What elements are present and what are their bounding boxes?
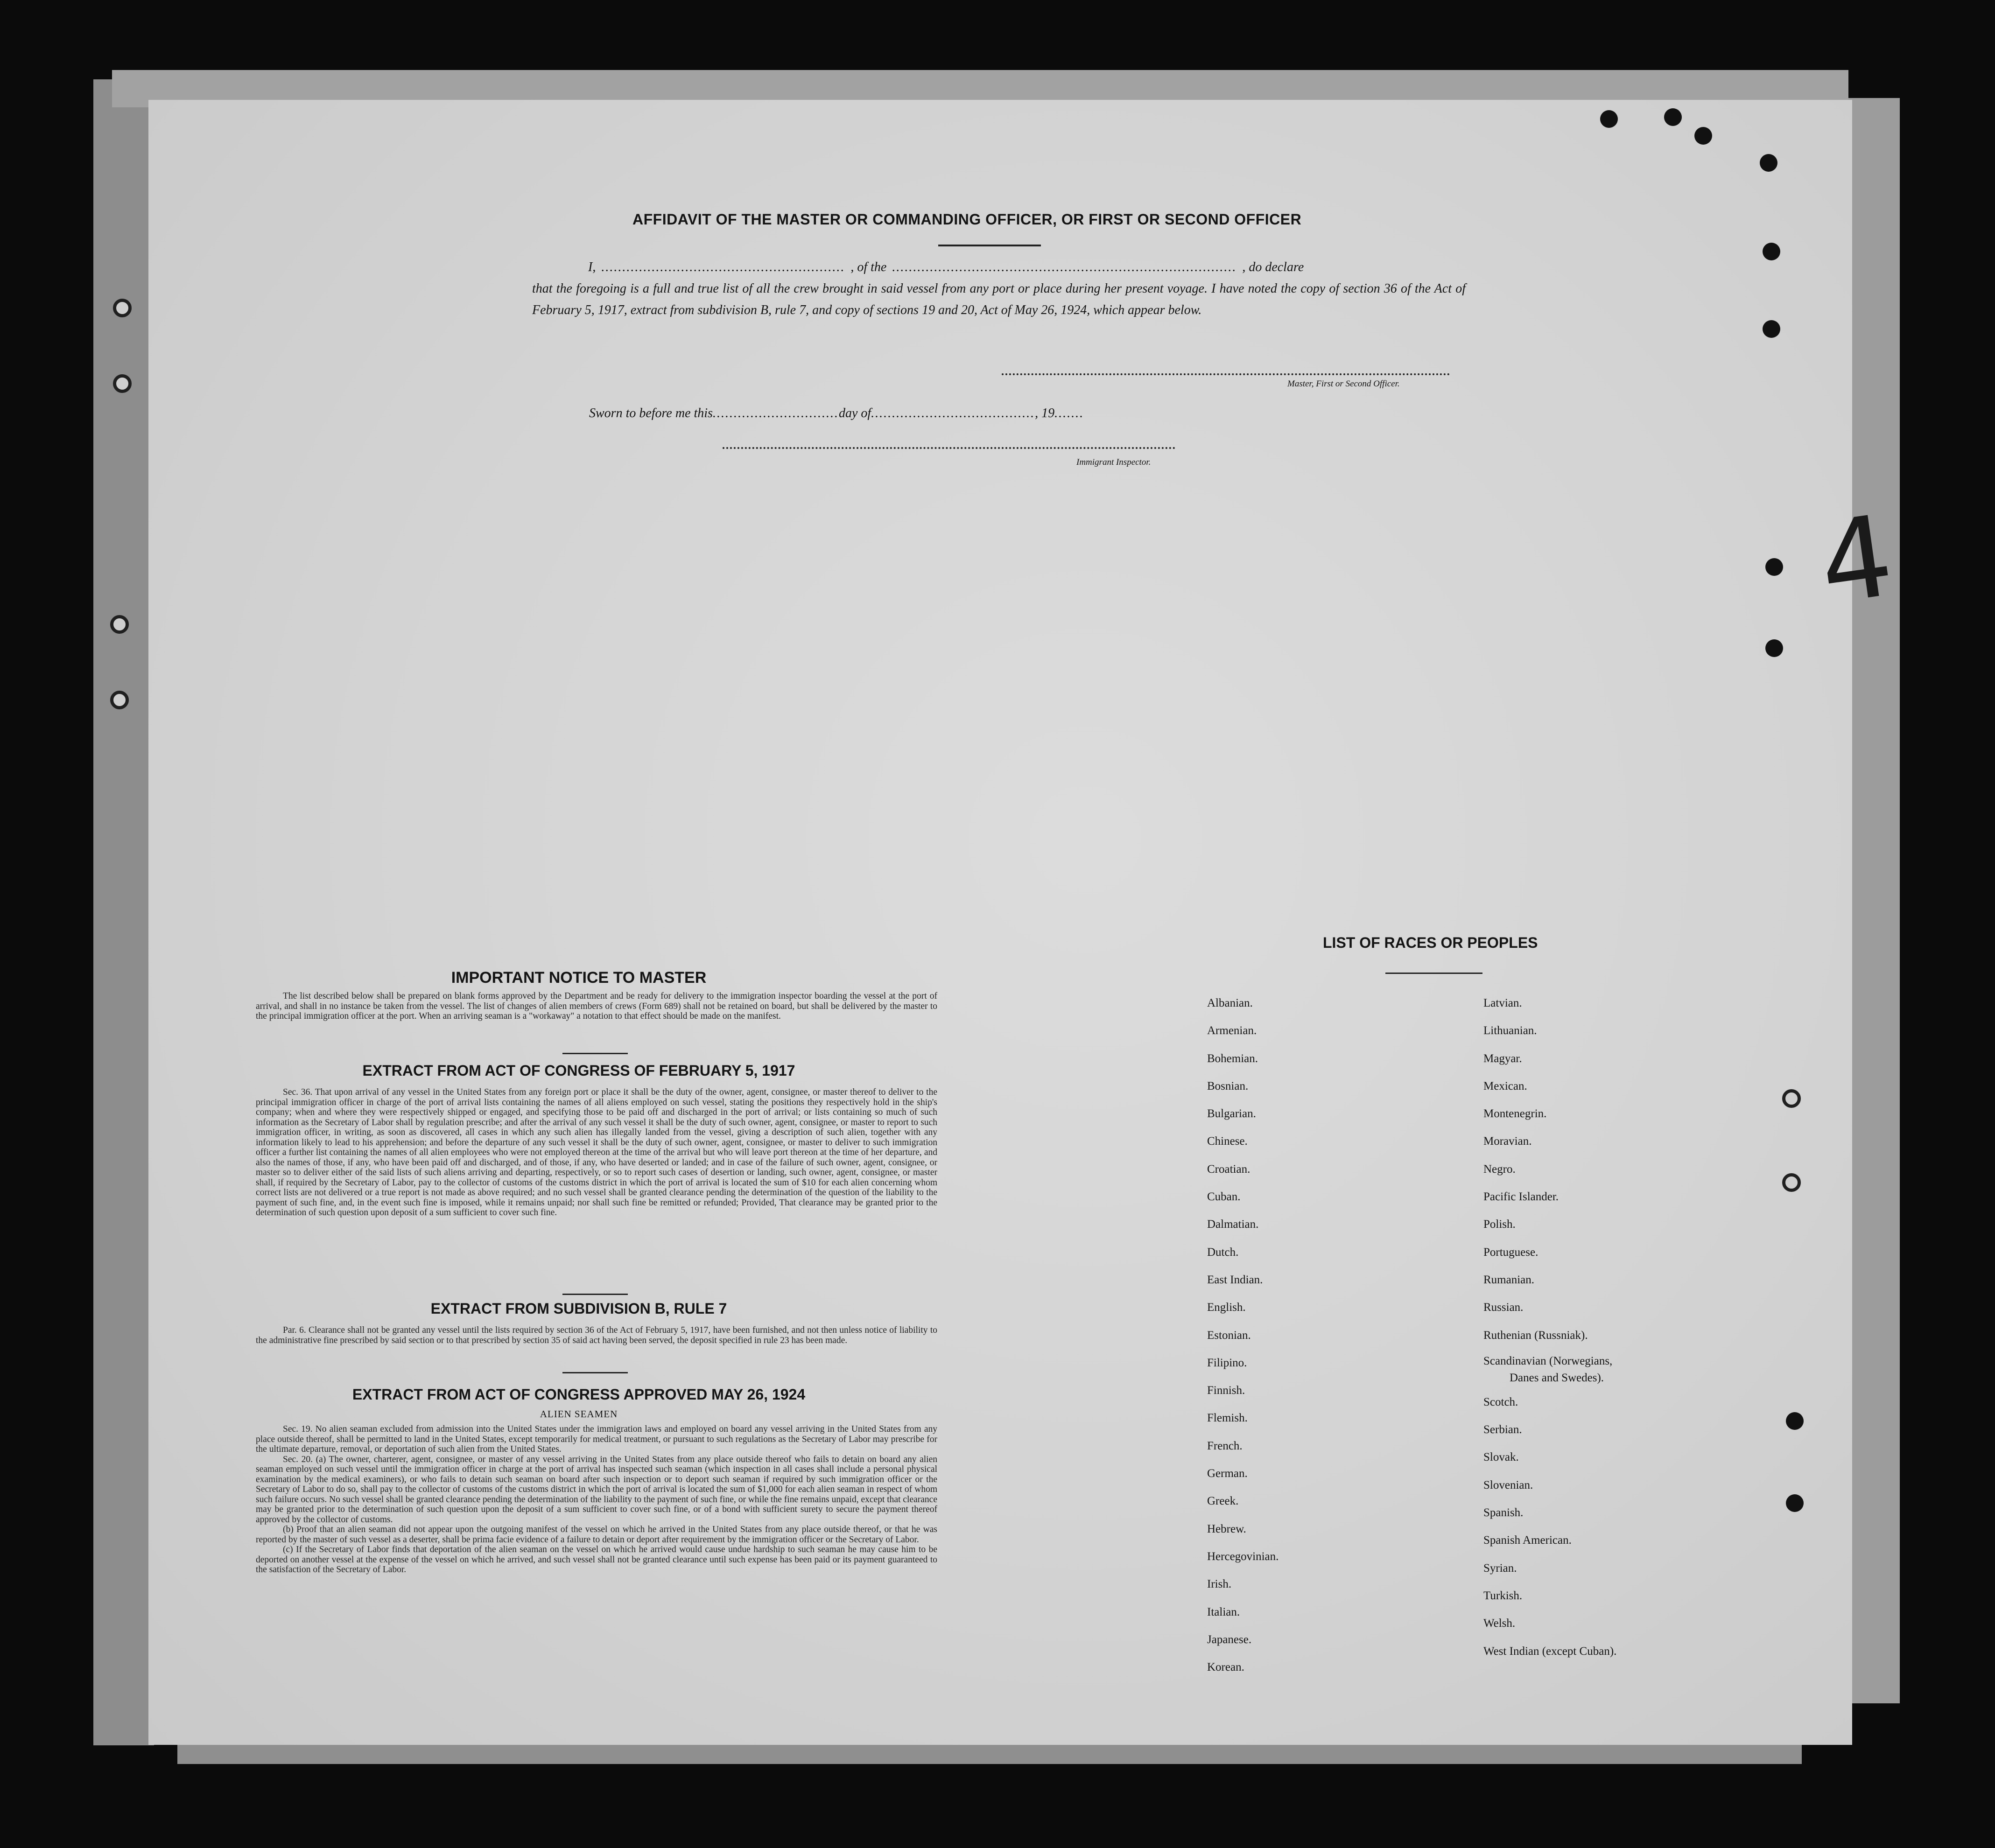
race-item: Slovak. (1483, 1451, 1519, 1464)
master-signature-caption: Master, First or Second Officer. (1287, 379, 1400, 389)
race-item: Bohemian. (1207, 1052, 1258, 1065)
race-item: Russian. (1483, 1301, 1524, 1314)
races-column-1 (1207, 989, 1278, 1681)
race-item: Polish. (1483, 1218, 1516, 1231)
race-item: Cuban. (1207, 1190, 1241, 1204)
punch-hole (110, 691, 129, 709)
affidavit-of-the: , of the (850, 260, 887, 274)
punch-hole (113, 299, 132, 317)
punch-hole (110, 615, 129, 634)
extract-1924-sec20a: Sec. 20. (a) The owner, charterer, agent, consignee, or master of any vessel arriving in the United States from any place outside thereof who fails to detain on board any alien seaman employed on such vessel until the immigration officer in charge at the port of arrival has inspected such seaman (which inspection in all cases shall include a personal physical examination by the medical examiners), or who fails to detain such seaman on board after such inspection or to deport such seaman if required by such immigration officer or the Secretary of Labor to do so, shall pay to the collector of customs of the customs district in which the port of arrival is located the sum of $1,000 for each alien seaman in respect of whom such failure occurs. No such vessel shall be granted clearance pending the determination of the liability to the payment of such fine, or while the fine remains unpaid, except that clearance may be granted prior to the determination of such question upon the deposit of a sum sufficient to cover such fine, or of a bond with sufficient surety to secure the payment thereof approved by the collector of customs. (256, 1454, 937, 1525)
punch-hole (113, 374, 132, 393)
extract-1924-sec20b: (b) Proof that an alien seaman did not appear upon the outgoing manifest of the vessel on which he arrived in the United States from any place outside thereof, or that he was reported by the master of such vessel as a deserter, shall be prima facie evidence of a failure to detain or deport after requirement by the immigration officer or the Secretary of Labor. (256, 1525, 937, 1545)
affidavit-title: AFFIDAVIT OF THE MASTER OR COMMANDING OFFICER, OR FIRST OR SECOND OFFICER (632, 211, 1302, 228)
affidavit-body (532, 257, 1466, 321)
inspector-caption: Immigrant Inspector. (1076, 457, 1151, 467)
sworn-day-of: day of (838, 406, 871, 420)
race-item: Negro. (1483, 1162, 1516, 1176)
race-item: East Indian. (1207, 1273, 1263, 1286)
race-item: Turkish. (1483, 1589, 1523, 1602)
race-item: Scotch. (1483, 1395, 1518, 1408)
race-item: Slovenian. (1483, 1478, 1533, 1491)
punch-hole (1782, 1173, 1801, 1192)
race-item: Hebrew. (1207, 1522, 1246, 1535)
extract-1917-title: EXTRACT FROM ACT OF CONGRESS OF FEBRUARY 5, 1917 (362, 1062, 795, 1079)
extract-1924-sec19: Sec. 19. No alien seaman excluded from admission into the United States under the immigration laws and employed on board any vessel arriving in the United States from any place outside thereof, shall be permitted to land in the United States, except temporarily for medical treatment, or pursuant to such regulations as the Secretary of Labor may prescribe for the ultimate departure, removal, or deportation of such alien from the United States. (256, 1424, 937, 1454)
blank-name: .......................................................... (601, 260, 845, 274)
extract-1917-paragraph: Sec. 36. That upon arrival of any vessel in the United States from any foreign port or place it shall be the duty of the owner, agent, consignee, or master thereof to deliver to the principal immigration officer in charge of the port of arrival lists containing the names of all aliens employed on such vessel, stating the positions they respectively hold in the ship's company; when and where they were respectively shipped or engaged, and specifying those to be paid off and discharged in the port of arrival; or lists containing so much of such information as the Secretary of Labor shall by regulation prescribe; and after the arrival of any such vessel it shall be the duty of such owner, agent, consignee, or master to report to such immigration officer, in writing, as soon as discovered, all cases in which any such alien has illegally landed from the vessel, giving a description of such alien, together with any information likely to lead to his apprehension; and before the departure of any such vessel it shall be the duty of such owner, agent, consignee, or master to deliver to such immigration officer a further list containing the names of all alien employees who were not employed thereon at the time of the arrival but who will leave port thereon at the time of her departure, and also the names of those, if any, who have been paid off and discharged, and of those, if any, who have deserted or landed; and in case of the failure of such owner, agent, consignee, or master so to deliver either of the said lists of such aliens arriving and departing, respectively, or so to report such cases of desertion or landing, such owner, agent, consignee, or master shall, if required by the Secretary of Labor, pay to the collector of customs of the customs district in which the port of arrival is located the sum of $10 for each alien concerning whom correct lists are not delivered or a true report is not made as above required; and no such vessel shall be granted clearance pending the determination of the question of the liability to the payment of such fine, and, in the event such fine is imposed, while it remains unpaid; nor shall such fine be remitted or refunded; Provided, That clearance may be granted prior to the determination of such question upon deposit of a sum sufficient to cover such fine. (256, 1087, 937, 1218)
race-item: Spanish American. (1483, 1534, 1572, 1547)
race-item: Ruthenian (Russniak). (1483, 1329, 1588, 1342)
inspector-signature-line[interactable] (723, 447, 1175, 449)
race-item: Italian. (1207, 1605, 1240, 1618)
section-rule (562, 1372, 628, 1373)
races-title: LIST OF RACES OR PEOPLES (1323, 934, 1538, 951)
punch-hole (1786, 1494, 1804, 1512)
extract-rule7-paragraph: Par. 6. Clearance shall not be granted any vessel until the lists required by section 36 of the Act of February 5, 1917, have been furnished, and not then unless notice of liability to the administrative fine prescribed by said section or to that prescribed by section 35 of said act having been served, the deposit specified in rule 23 has been made. (256, 1325, 937, 1345)
race-item: Dalmatian. (1207, 1218, 1259, 1231)
race-item: Mexican. (1483, 1079, 1527, 1092)
race-item: Greek. (1207, 1495, 1239, 1508)
back-sheet-left (93, 79, 154, 1745)
blank-day[interactable]: .............................. (712, 406, 839, 420)
race-item: Korean. (1207, 1661, 1244, 1674)
punch-hole (1664, 108, 1682, 126)
race-item: Croatian. (1207, 1162, 1250, 1176)
sworn-prefix: Sworn to before me this (589, 406, 713, 420)
race-item: English. (1207, 1301, 1246, 1314)
race-item: Montenegrin. (1483, 1107, 1547, 1120)
sworn-line (589, 406, 1084, 421)
affidavit-declare: , do declare (1242, 260, 1304, 274)
races-title-rule (1385, 973, 1482, 974)
extract-rule7-title: EXTRACT FROM SUBDIVISION B, RULE 7 (430, 1300, 727, 1317)
extract-rule7-text (256, 1325, 937, 1345)
extract-1917-text (256, 1087, 937, 1218)
affidavit-declaration-line (532, 257, 1466, 278)
handwritten-page-mark: 4 (1812, 490, 1901, 630)
race-item: Albanian. (1207, 997, 1253, 1009)
punch-hole (1600, 110, 1618, 128)
race-item: Estonian. (1207, 1329, 1251, 1342)
master-signature-line[interactable] (1002, 373, 1450, 375)
races-column-2 (1483, 989, 1616, 1665)
race-item: Portuguese. (1483, 1246, 1538, 1259)
affidavit-paragraph: that the foregoing is a full and true list of all the crew brought in said vessel from any port or place during her present voyage. I have noted the copy of section 36 of the Act of February 5, 1917, extract from subdivision B, rule 7, and copy of sections 19 and 20, Act of May 26, 1924, which appear below. (532, 281, 1466, 317)
punch-hole (1763, 243, 1780, 260)
punch-hole (1786, 1412, 1804, 1430)
sworn-year: , 19 (1035, 406, 1055, 420)
punch-hole (1763, 320, 1780, 338)
race-item: Bulgarian. (1207, 1107, 1256, 1120)
race-item: Serbian. (1483, 1423, 1522, 1436)
race-item: Japanese. (1207, 1633, 1252, 1646)
race-item: Armenian. (1207, 1024, 1257, 1037)
blank-year[interactable]: ....... (1054, 406, 1084, 420)
race-item: Syrian. (1483, 1561, 1517, 1575)
race-item: Flemish. (1207, 1412, 1248, 1425)
race-item: West Indian (except Cuban). (1483, 1645, 1617, 1658)
section-rule (562, 1294, 628, 1295)
affidavit-i: I, (588, 260, 596, 274)
punch-hole (1760, 154, 1777, 172)
punch-hole (1694, 127, 1712, 145)
notice-text (256, 991, 937, 1022)
extract-1924-text (256, 1424, 937, 1575)
race-item: Danes and Swedes). (1510, 1371, 1604, 1384)
race-item: Rumanian. (1483, 1273, 1535, 1286)
race-item: Filipino. (1207, 1356, 1247, 1369)
race-item: German. (1207, 1467, 1248, 1480)
blank-month[interactable]: ....................................... (871, 406, 1035, 420)
race-item: Moravian. (1483, 1135, 1532, 1148)
race-item: Dutch. (1207, 1246, 1239, 1259)
affidavit-title-rule (938, 245, 1041, 246)
race-item: Irish. (1207, 1578, 1232, 1591)
blank-vessel: .................................................................................. (892, 260, 1237, 274)
extract-1924-subtitle: ALIEN SEAMEN (540, 1408, 618, 1420)
section-rule (562, 1053, 628, 1054)
race-item: Latvian. (1483, 997, 1522, 1009)
extract-1924-sec20c: (c) If the Secretary of Labor finds that deportation of the alien seaman on the vessel on which he arrived would cause undue hardship to such seaman he may cause him to be deported on another vessel at the expense of the vessel on which he arrived, and such vessel shall not be granted clearance until such expense has been paid or its payment guaranteed to the satisfaction of the Secretary of Labor. (256, 1545, 937, 1575)
race-item: French. (1207, 1439, 1243, 1452)
race-item: Lithuanian. (1483, 1024, 1537, 1037)
punch-hole (1782, 1089, 1801, 1108)
race-item: Chinese. (1207, 1135, 1248, 1148)
notice-paragraph: The list described below shall be prepared on blank forms approved by the Department and be ready for delivery to the immigration inspector boarding the vessel at the port of arrival, and shall in no instance be taken from the vessel. The list of changes of alien members of crews (Form 689) shall not be retained on board, but shall be delivered by the master to the principal immigration officer at the port. When an arriving seaman is a "workaway" a notation to that effect should be made on the manifest. (256, 991, 937, 1021)
race-item: Spanish. (1483, 1506, 1524, 1519)
punch-hole (1765, 639, 1783, 657)
race-item: Welsh. (1483, 1617, 1516, 1630)
punch-hole (1765, 558, 1783, 576)
race-item: Finnish. (1207, 1384, 1245, 1397)
extract-1924-title: EXTRACT FROM ACT OF CONGRESS APPROVED MAY 26, 1924 (352, 1386, 806, 1403)
race-item: Bosnian. (1207, 1079, 1249, 1092)
race-item: Magyar. (1483, 1052, 1522, 1065)
race-item: Hercegovinian. (1207, 1550, 1279, 1563)
race-item: Pacific Islander. (1483, 1190, 1559, 1204)
notice-title: IMPORTANT NOTICE TO MASTER (451, 969, 707, 987)
race-item: Scandinavian (Norwegians, (1483, 1354, 1613, 1367)
